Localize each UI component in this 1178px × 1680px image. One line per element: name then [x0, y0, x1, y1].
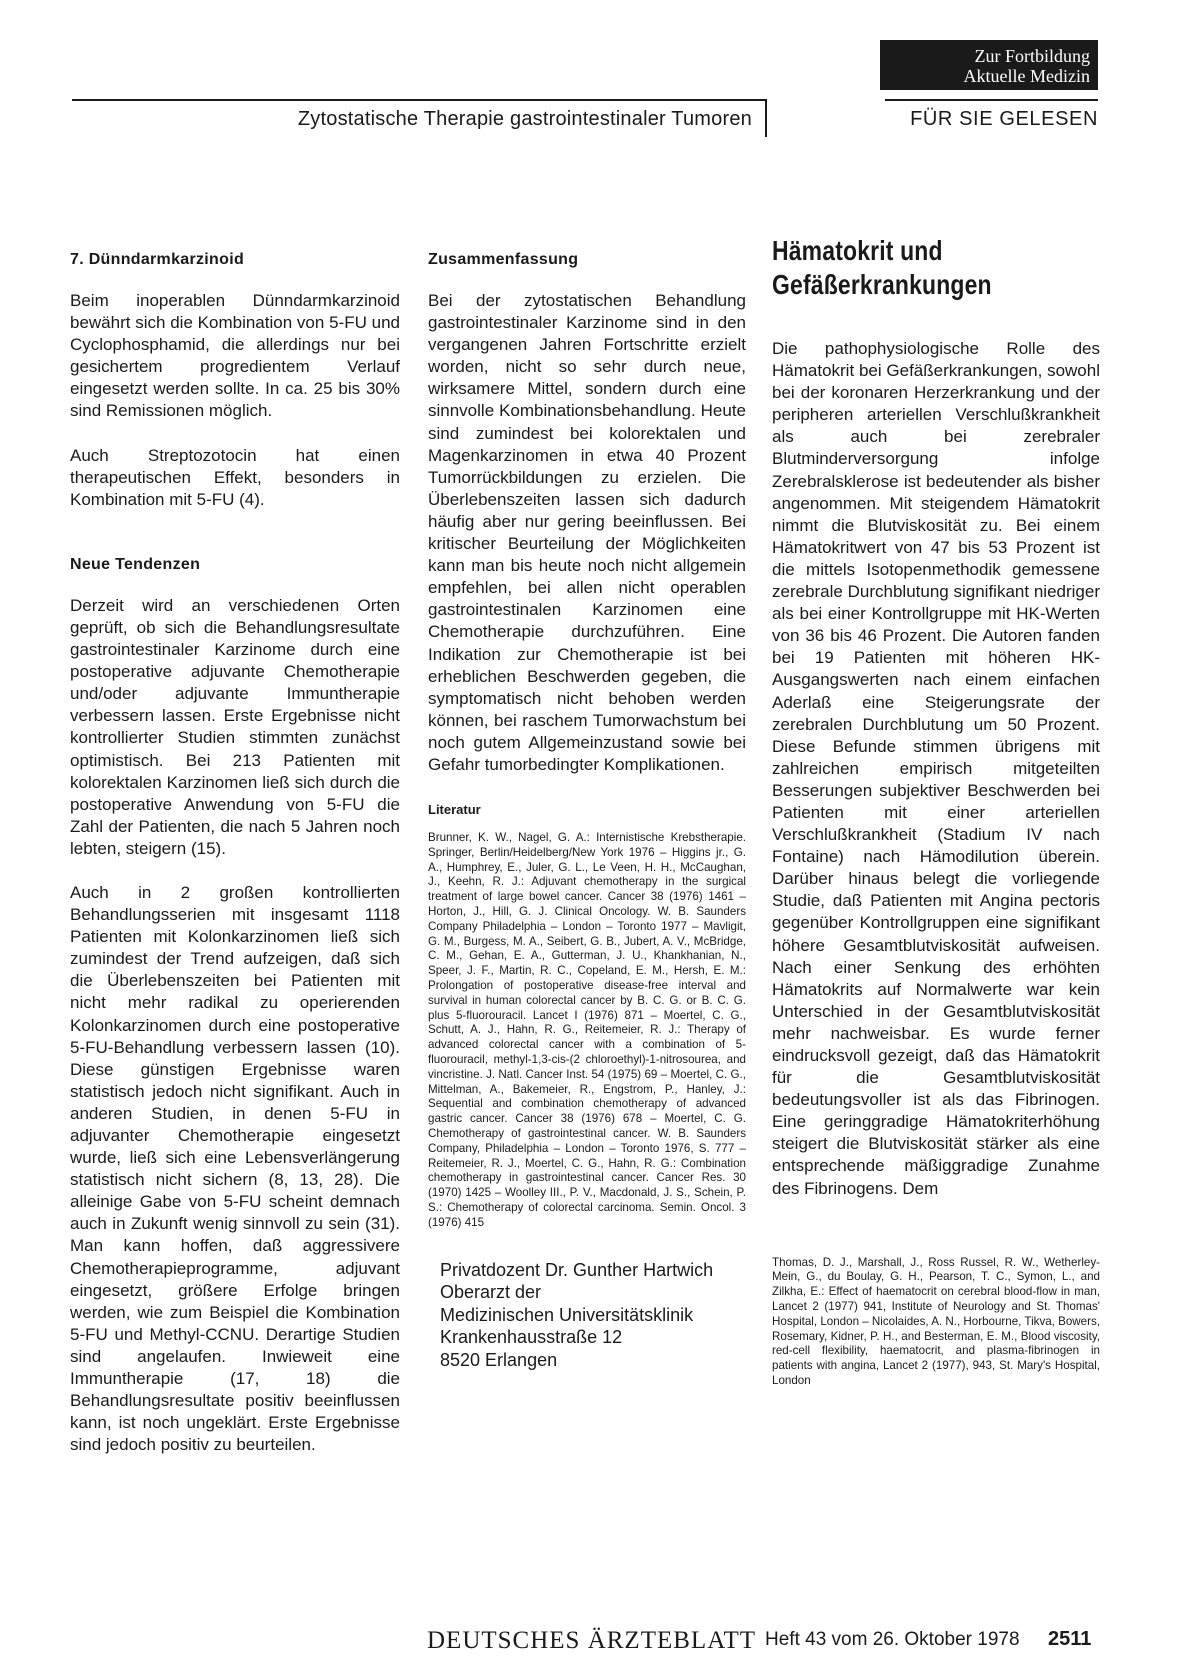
column-right [772, 235, 1101, 1389]
address-line: Krankenhausstraße 12 [440, 1327, 623, 1348]
paragraph: Derzeit wird an verschiedenen Orten geprüft, ob sich die Behandlungsresultate gastrointestinaler Karzinome durch eine postoperative adjuvante Chemotherapie und/oder adjuvante Immuntherapie verbessern lassen. Erste Ergebnisse nicht kontrollierter Studien stimmten zunächst optimistisch. Bei 213 Patienten mit kolorektalen Karzinomen ließ sich durch die postoperative Anwendung von 5-FU die Zahl der Patienten, die nach 5 Jahren noch lebten, steigern (15). [70, 595, 400, 858]
issue-info: Heft 43 vom 26. Oktober 1978 [765, 1629, 1020, 1650]
heading-duenndarmkarzinoid: 7. Dünndarmkarzinoid [70, 251, 245, 268]
header-divider [765, 99, 767, 137]
header-rule-left [72, 99, 766, 101]
summary-paragraph: Bei der zytostatischen Behandlung gastrointestinaler Karzinome sind in den vergangenen Jahren Fortschritte erzielt worden, nicht so sehr durch neue, wirksamere Mittel, sondern durch eine sinnvolle Kombinationsbehandlung. Heute sind zumindest bei kolorektalen und Magenkarzinomen in etwa 40 Prozent Tumorrückbildungen zu erzielen. Die Überlebenszeiten lassen sich dadurch häufig aber nur gering beeinflussen. Bei kritischer Beurteilung der Möglichkeiten kann man bis heute noch nicht allgemein empfehlen, bei allen nicht operablen gastrointestinalen Karzinomen eine Chemotherapie durchzuführen. Eine Indikation zur Chemotherapie ist bei erheblichen Beschwerden gegeben, die symptomatisch nicht behoben werden können, bei raschem Tumorwachstum bei noch gutem Allgemeinzustand sowie bei Gefahr tumorbedingter Komplikationen. [428, 291, 746, 774]
section-label: FÜR SIE GELESEN [910, 108, 1098, 130]
address-line: Medizinischen Universitätsklinik [440, 1304, 694, 1325]
header-rule-right [885, 99, 1098, 101]
paragraph: Auch Streptozotocin hat einen therapeutischen Effekt, besonders in Kombination mit 5-FU (4). [70, 445, 400, 509]
address-line: 8520 Erlangen [440, 1349, 558, 1370]
article-reference: Thomas, D. J., Marshall, J., Ross Russel, R. W., Wetherley-Mein, G., du Boulay, G. H., Pearson, T. C., Symon, L., and Zilkha, E.: Effect of haematocrit on cerebral blood-flow in man, Lancet 2 (1977) 941, Institute of Neurology and St. Thomas' Hospital, London – Nicolaides, A. N., Horbourne, Tikva, Bowers, Rosemary, Kidner, P. H., and Besterman, E. M., Blood viscosity, red-cell flexibility, haematocrit, and plasma-fibrinogen in patients with angina, Lancet 2 (1977), 943, St. Mary's Hospital, London [772, 1255, 1101, 1388]
article-title-line: Hämatokrit und [772, 235, 943, 266]
badge-line-fortbildung: Zur Fortbildung [974, 46, 1090, 66]
literature-heading: Literatur [428, 802, 481, 818]
journal-name: DEUTSCHES ÄRZTEBLATT [427, 1627, 757, 1654]
address-line: Privatdozent Dr. Gunther Hartwich [440, 1259, 714, 1280]
section-badge [880, 40, 1098, 90]
heading-zusammenfassung: Zusammenfassung [428, 251, 579, 268]
article-title-line: Gefäßerkrankungen [772, 269, 992, 300]
paragraph: Auch in 2 großen kontrollierten Behandlungsserien mit insgesamt 1118 Patienten mit Kolonkarzinomen ließ sich zumindest der Trend aufzeigen, daß sich die Überlebenszeiten bei Patienten mit nicht mehr radikal zu operierenden Kolonkarzinomen durch eine postoperative 5-FU-Behandlung verbessern lassen (10). Diese günstigen Ergebnisse waren statistisch jedoch nicht signifikant. Auch in anderen Studien, in denen 5-FU in adjuvanter Chemotherapie eingesetzt wurde, ließ sich eine Lebensverlängerung statistisch nicht sichern (8, 13, 28). Die alleinige Gabe von 5-FU scheint demnach auch in Zukunft wenig sinnvoll zu sein (31). Man kann hoffen, daß aggressivere Chemotherapieprogramme, adjuvant eingesetzt, größere Erfolge bringen werden, wie zum Beispiel die Kombination 5-FU und Methyl-CCNU. Derartige Studien sind angelaufen. Inwieweit eine Immuntherapie (17, 18) die Behandlungsresultate positiv beeinflussen kann, ist noch ungeklärt. Erste Ergebnisse sind jedoch positiv zu beurteilen. [70, 882, 400, 1455]
running-title: Zytostatische Therapie gastrointestinaler Tumoren [297, 108, 752, 130]
literature-list: Brunner, K. W., Nagel, G. A.: Internistische Krebstherapie. Springer, Berlin/Heidelberg/New York 1976 – Higgins jr., G. A., Humphrey, E., Juler, G. L., Le Veen, H. H., McCaughan, J., Keehn, R. J.: Adjuvant chemotherapy in the surgical treatment of large bowel cancer. Cancer 38 (1976) 1461 – Horton, J., Hill, G. J. Clinical Oncology. W. B. Saunders Company Philadelphia – London – Toronto 1977 – Mavligit, G. M., Burgess, M. A., Seibert, G. B., Jubert, A. V., McBridge, C. M., Gehan, E. A., Gutterman, J. U., Khankhanian, N., Speer, J. F., Martin, R. C., Copeland, E. M., Hersh, E. M.: Prolongation of postoperative disease-free interval and survival in human colorectal cancer by B. C. G. or B. C. G. plus 5-fluorouracil. Lancet I (1976) 871 – Moertel, C. G., Schutt, A. J., Hahn, R. G., Reitemeier, R. J.: Therapy of advanced colorectal cancer with a combination of 5-fluorouracil, methyl-1,3-cis-(2 chloroethyl)-1-nitrosourea, and vincristine. J. Natl. Cancer Inst. 54 (1975) 69 – Moertel, C. G., Mittelman, A., Bakemeier, R., Engstrom, P., Hanley, J.: Sequential and combination chemotherapy of advanced gastric cancer. Cancer 38 (1976) 678 – Moertel, C. G. Chemotherapy of gastrointestinal cancer. W. B. Saunders Company, Philadelphia – London – Toronto 1976, S. 777 – Reitemeier, R. J., Moertel, C. G., Hahn, R. G.: Combination chemotherapy in gastrointestinal cancer. Cancer Res. 30 (1970) 1425 – Woolley III., P. V., Macdonald, J. S., Schein, P. S.: Chemotherapy of colorectal carcinoma. Semin. Oncol. 3 (1976) 415 [428, 831, 746, 1229]
heading-neue-tendenzen: Neue Tendenzen [70, 555, 201, 573]
article-body: Die pathophysiologische Rolle des Hämatokrit bei Gefäßerkrankungen, sowohl bei der koronaren Herzerkrankung und der peripheren arteriellen Verschlußkrankheit als auch bei zerebraler Blutminderversorgung infolge Zerebralsklerose ist bedeutender als bisher angenommen. Mit steigendem Hämatokrit nimmt die Blutviskosität zu. Bei einem Hämatokritwert von 47 bis 53 Prozent ist die mittels Isotopenmethodik gemessene zerebrale Durchblutung signifikant niedriger als bei einer Kontrollgruppe mit HK-Werten von 36 bis 46 Prozent. Die Autoren fanden bei 19 Patienten mit höheren HK-Ausgangswerten nach einem einfachen Aderlaß eine Steigerungsrate der zerebralen Durchblutung um 50 Prozent. Diese Befunde stimmen übrigens mit zahlreichen empirisch mitgeteilten Besserungen subjektiver Beschwerden bei Patienten mit einer arteriellen Verschlußkrankheit (Stadium IV nach Fontaine) nach Hämodilution überein. Darüber hinaus belegt die vorliegende Studie, daß Patienten mit Angina pectoris gegenüber Kontrollgruppen eine signifikant höhere Gesamtblutviskosität aufweisen. Nach einer Senkung des erhöhten Hämatokrits auf Normalwerte war kein Unterschied in der Gesamtblutviskosität mehr nachweisbar. Es wurde ferner eindrucksvoll gezeigt, daß das Hämatokrit für die Gesamtblutviskosität bedeutungsvoller ist als das Fibrinogen. Eine geringgradige Hämatokriterhöhung steigert die Blutviskosität stärker als eine entsprechende mäßiggradige Zunahme des Fibrinogens. Dem [772, 339, 1100, 1198]
address-line: Oberarzt der [440, 1282, 542, 1303]
paragraph: Beim inoperablen Dünndarmkarzinoid bewährt sich die Kombination von 5-FU und Cyclophosphamid, die allerdings nur bei gesichertem progredientem Verlauf eingesetzt werden sollte. In ca. 25 bis 30% sind Remissionen möglich. [70, 291, 400, 421]
badge-line-medizin: Aktuelle Medizin [963, 66, 1090, 86]
author-address [428, 1259, 746, 1372]
column-left [70, 250, 400, 1456]
page-number: 2511 [1048, 1628, 1092, 1650]
column-middle [428, 250, 746, 1371]
article-title [772, 234, 1100, 302]
